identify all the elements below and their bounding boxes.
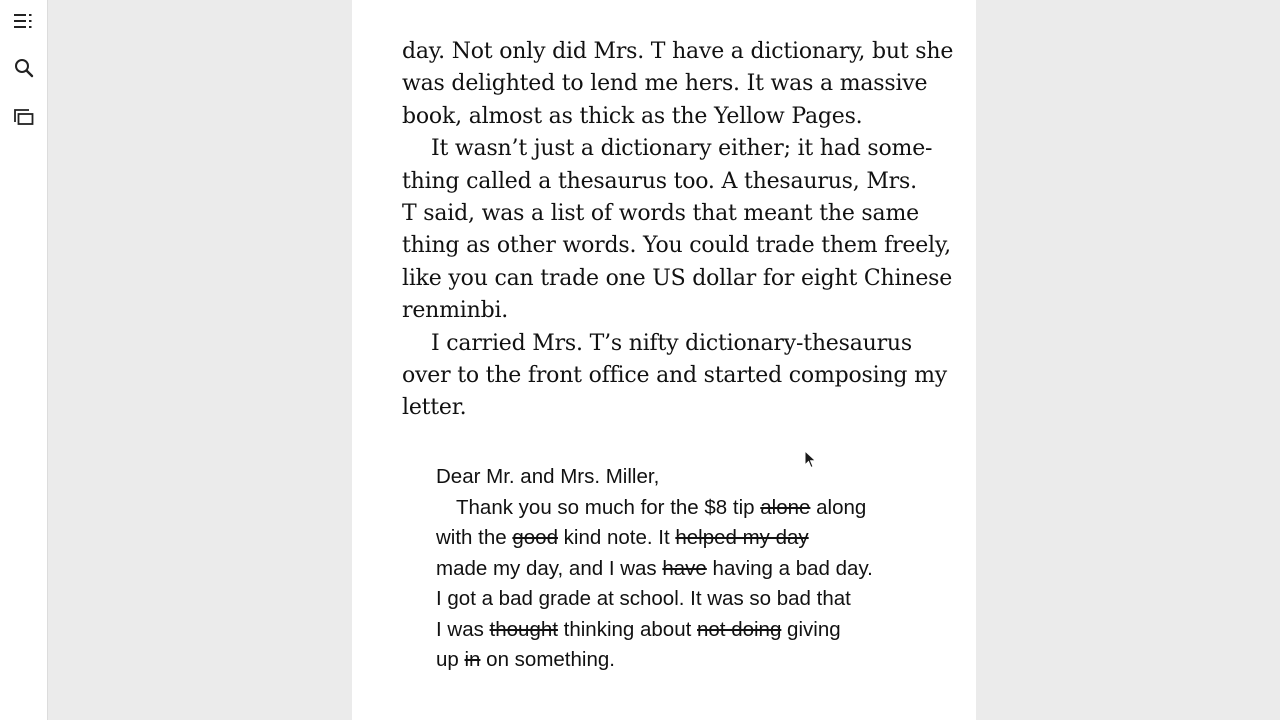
struck-word: good (512, 526, 558, 549)
letter-text: having a bad day. (706, 556, 873, 580)
letter-greeting: Dear Mr. and Mrs. Miller, (436, 465, 660, 488)
letter-text: along (810, 495, 867, 519)
struck-word: thought (489, 617, 558, 641)
text-line: thing called a thesaurus too. A thesaurus, Mrs. (402, 168, 917, 194)
letter-text: made my day, and I was (436, 556, 663, 580)
letter-text: thinking about (557, 617, 697, 641)
letter-text: I was (436, 617, 490, 641)
struck-word: alone (760, 495, 811, 519)
letter-line (436, 645, 906, 676)
letter-text: with the (436, 526, 513, 549)
letter-text: kind note. It (557, 526, 676, 549)
letter-block (436, 462, 906, 676)
text-line: It wasn’t just a dictionary either; it had some- (431, 136, 933, 162)
table-of-contents-button[interactable] (8, 5, 40, 37)
struck-word: not doing (697, 617, 782, 641)
struck-word: helped my day (675, 526, 809, 549)
book-page[interactable] (352, 0, 976, 720)
letter-line (436, 615, 906, 646)
letter-text: giving (781, 617, 841, 641)
letter-line: I got a bad grade at school. It was so bad that (436, 587, 851, 610)
letter-text: up (436, 648, 465, 671)
text-line: like you can trade one US dollar for eight Chinese (402, 265, 953, 291)
letter-line (436, 523, 906, 554)
text-line: T said, was a list of words that meant the same (402, 200, 919, 226)
text-line: letter. (402, 395, 467, 421)
letter-line (436, 554, 906, 585)
library-icon (14, 108, 34, 126)
search-button[interactable] (8, 52, 40, 84)
reader-sidebar (0, 0, 48, 720)
text-line: thing as other words. You could trade them freely, (402, 233, 951, 259)
text-line: was delighted to lend me hers. It was a massive (402, 71, 928, 97)
struck-word: in (464, 648, 481, 671)
letter-text: on something. (480, 648, 615, 671)
text-line: day. Not only did Mrs. T have a dictionary, but she (402, 39, 954, 64)
mouse-pointer-icon (804, 450, 818, 470)
letter-text: Thank you so much for the $8 tip (456, 495, 761, 519)
search-icon (14, 58, 34, 78)
text-line: over to the front office and started composing my (402, 362, 947, 388)
book-body-text (402, 36, 954, 425)
letter-line (436, 493, 906, 524)
table-of-contents-icon (14, 13, 34, 29)
text-line: book, almost as thick as the Yellow Pages. (402, 103, 863, 129)
struck-word: have (662, 556, 707, 580)
library-button[interactable] (8, 101, 40, 133)
text-line: I carried Mrs. T’s nifty dictionary-thesaurus (431, 330, 912, 356)
text-line: renminbi. (402, 298, 509, 324)
